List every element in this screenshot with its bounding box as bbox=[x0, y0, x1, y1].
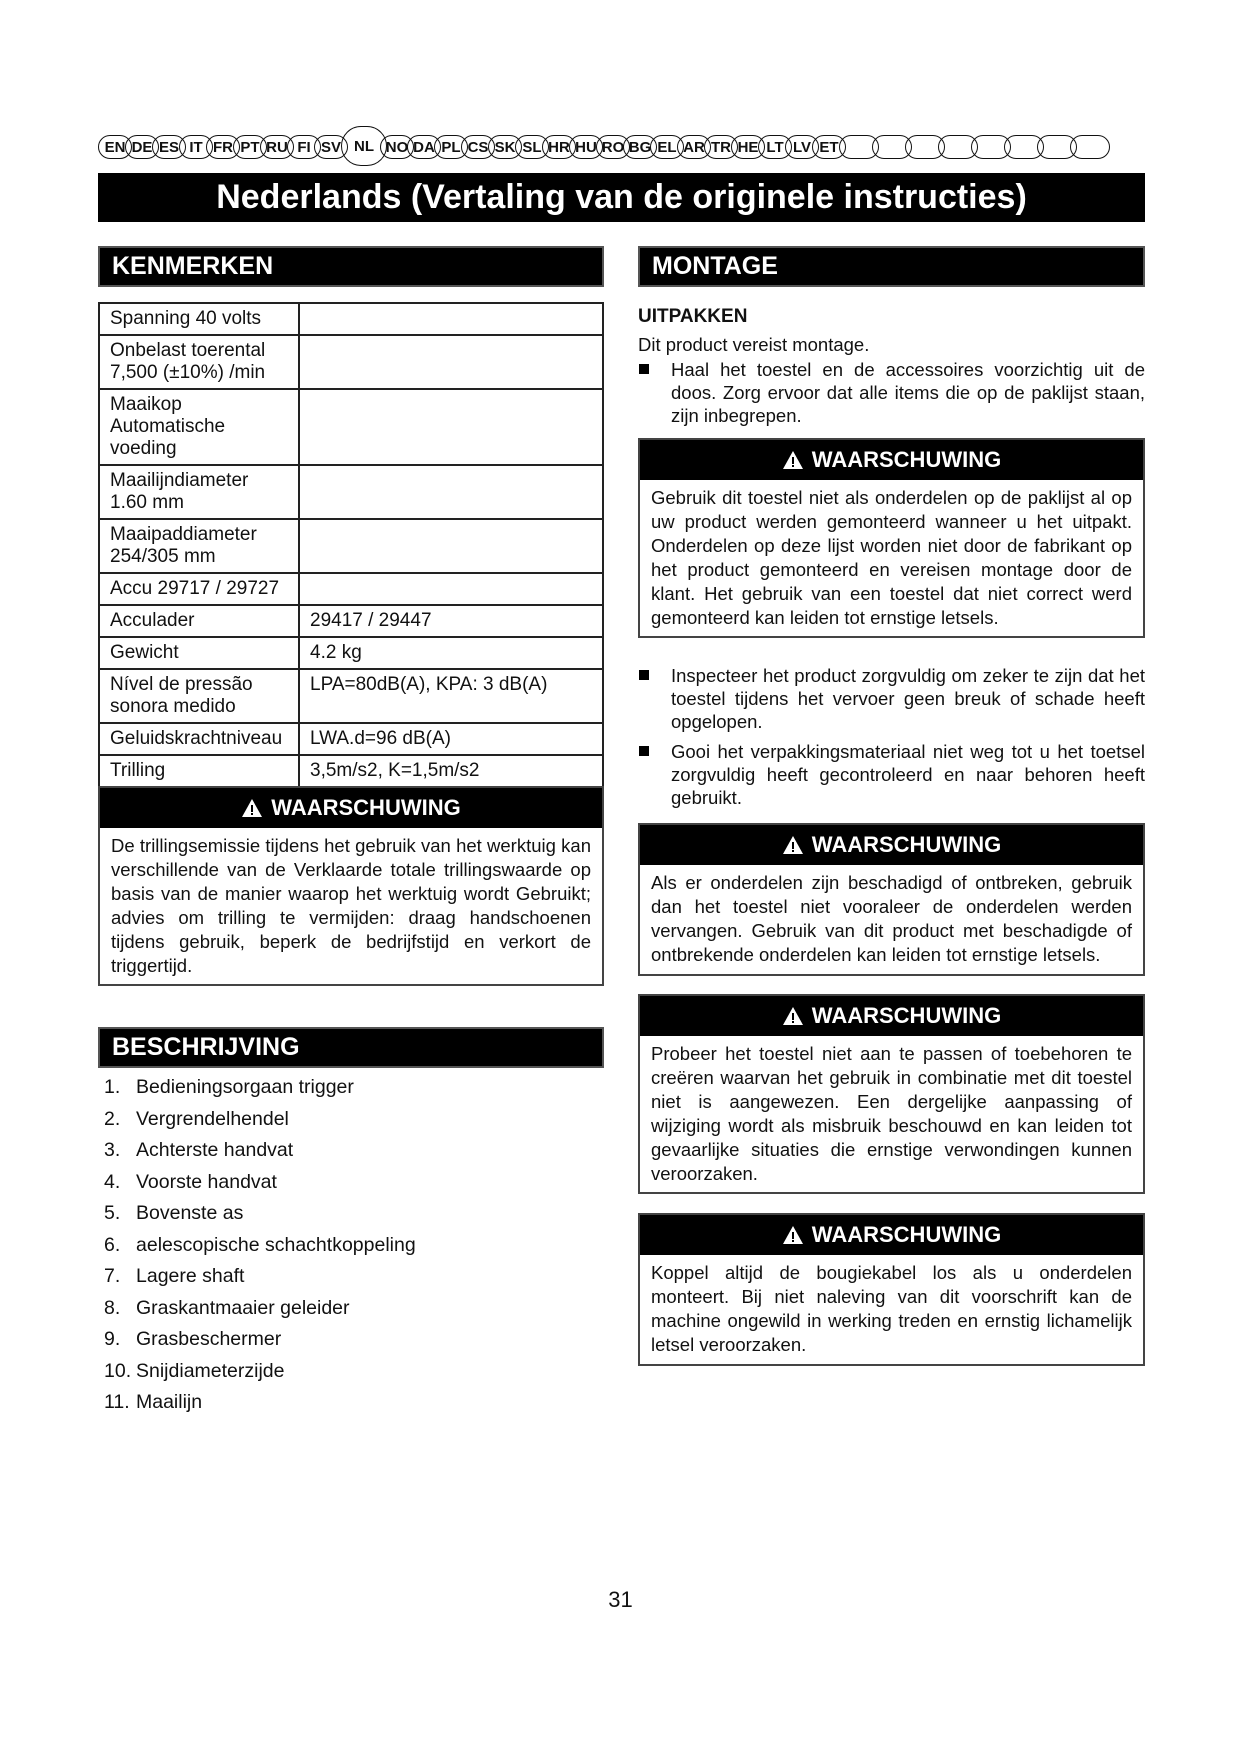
spec-row bbox=[99, 755, 603, 787]
language-tab-empty bbox=[1070, 135, 1110, 159]
language-tab-de: DE bbox=[125, 135, 159, 159]
spec-label: Spanning 40 volts bbox=[99, 303, 299, 335]
warning-triangle-icon bbox=[782, 835, 804, 855]
language-tab-es: ES bbox=[152, 135, 186, 159]
page-number: 31 bbox=[608, 1587, 633, 1612]
spec-value bbox=[299, 303, 603, 335]
list-item-label: Maailijn bbox=[136, 1391, 203, 1413]
list-item bbox=[104, 1135, 416, 1167]
language-tab-pl: PL bbox=[434, 135, 468, 159]
list-item bbox=[104, 1230, 416, 1262]
language-tab-sv: SV bbox=[314, 135, 348, 159]
language-tab-lt: LT bbox=[758, 135, 792, 159]
spec-label: Maailijndiameter 1.60 mm bbox=[99, 465, 299, 519]
spec-label: Trilling bbox=[99, 755, 299, 787]
spec-row bbox=[99, 303, 603, 335]
spec-label: Onbelast toerental 7,500 (±10%) /min bbox=[99, 335, 299, 389]
bullet-text: Inspecteer het product zorgvuldig om zeker te zijn dat het toestel tijdens het vervoer geen breuk of schade heeft opgelopen. bbox=[671, 665, 1145, 732]
bullet-text: Haal het toestel en de accessoires voorzichtig uit de doos. Zorg ervoor dat alle items die op de paklijst staan, zijn inbegrepen. bbox=[671, 359, 1145, 426]
list-item-label: Graskantmaaier geleider bbox=[136, 1296, 350, 1319]
warning-header bbox=[640, 440, 1143, 480]
list-item bbox=[104, 1293, 416, 1325]
list-item-label: Grasbeschermer bbox=[136, 1328, 282, 1350]
warning-label: WAARSCHUWING bbox=[271, 795, 461, 820]
warning-header bbox=[100, 788, 602, 828]
language-tab-bg: BG bbox=[623, 135, 657, 159]
language-tab-pt: PT bbox=[233, 135, 267, 159]
bullet-item bbox=[671, 358, 1145, 427]
spec-label: Maaipaddiameter 254/305 mm bbox=[99, 519, 299, 573]
spec-row bbox=[99, 723, 603, 755]
spec-row bbox=[99, 465, 603, 519]
warning-text: Als er onderdelen zijn beschadigd of ontbreken, gebruik dan het toestel niet vooraleer de onderdelen werden vervangen. Gebruik van dit product met beschadigde of ontbrekende onderdelen kan leiden tot ernstige letsels. bbox=[651, 872, 1132, 965]
warning-box-damaged-parts bbox=[638, 823, 1145, 976]
spec-row bbox=[99, 519, 603, 573]
bullet-text: Gooi het verpakkingsmateriaal niet weg tot u het toetsel zorgvuldig heeft gecontroleerd en naar behoren heeft gebruikt. bbox=[671, 741, 1145, 808]
list-item-number: 7. bbox=[104, 1265, 121, 1287]
warning-triangle-icon bbox=[241, 798, 263, 818]
list-item-label: Voorste handvat bbox=[136, 1170, 277, 1193]
warning-header bbox=[640, 1215, 1143, 1255]
list-item bbox=[104, 1072, 416, 1104]
list-item-number: 3. bbox=[104, 1139, 121, 1161]
warning-text: Probeer het toestel niet aan te passen of toebehoren te creëren waarvan het gebruik in combinatie met dit toestel niet is aangewezen. Een dergelijke aanpassing of wijziging wordt als misbruik beschouwd en kan leiden tot gevaarlijke situaties die ernstige verwondingen kunnen veroorzaken. bbox=[651, 1043, 1132, 1184]
spec-row bbox=[99, 637, 603, 669]
spec-label: Acculader bbox=[99, 605, 299, 637]
warning-header bbox=[640, 825, 1143, 865]
spec-value bbox=[299, 519, 603, 573]
warning-box-assembly bbox=[638, 438, 1145, 638]
list-item bbox=[104, 1261, 416, 1293]
spec-label: Maaikop Automatische voeding bbox=[99, 389, 299, 465]
list-item-label: Snijdiameterzijde bbox=[136, 1359, 285, 1382]
spec-value bbox=[299, 335, 603, 389]
warning-text: Gebruik dit toestel niet als onderdelen op de paklijst al op uw product werden gemonteerd wanneer u het uitpakt. Onderdelen op deze lijst worden niet door de fabrikant op het product gemonteerd en vereisen montage door de klant. Het gebruik van een toestel dat niet correct werd gemonteerd kan leiden tot ernstige letsels. bbox=[651, 487, 1132, 628]
list-item-label: Achterste handvat bbox=[136, 1139, 294, 1161]
spec-value bbox=[299, 389, 603, 465]
language-tab-sl: SL bbox=[515, 135, 549, 159]
language-tab-hu: HU bbox=[569, 135, 603, 159]
list-item-number: 1. bbox=[104, 1076, 121, 1098]
list-item-label: Lagere shaft bbox=[136, 1265, 245, 1287]
spec-value: 4.2 kg bbox=[299, 637, 603, 669]
list-item-label: aelescopische schachtkoppeling bbox=[136, 1233, 416, 1256]
spec-row bbox=[99, 389, 603, 465]
language-tab-nl: NL bbox=[341, 126, 387, 166]
list-item bbox=[104, 1387, 416, 1419]
warning-label: WAARSCHUWING bbox=[811, 832, 1002, 857]
parts-list bbox=[104, 1072, 416, 1419]
spec-value bbox=[299, 573, 603, 605]
spec-label: Geluidskrachtniveau bbox=[99, 723, 299, 755]
intro-text: Dit product vereist montage. bbox=[638, 334, 870, 355]
warning-label: WAARSCHUWING bbox=[811, 1222, 1002, 1247]
language-tab-no: NO bbox=[380, 135, 414, 159]
warning-text: De trillingsemissie tijdens het gebruik van het werktuig kan verschillende van de Verklaarde totale trillingswaarde op basis van de manier waarop het werktuig wordt Gebruikt; advies om trilling te vermijden: draag handschoenen tijdens gebruik, beperk de bedrijfstijd en verkort de triggertijd. bbox=[111, 835, 591, 976]
bullet-item bbox=[671, 664, 1145, 733]
language-tab-da: DA bbox=[407, 135, 441, 159]
list-item bbox=[104, 1198, 416, 1230]
spec-label: Gewicht bbox=[99, 637, 299, 669]
spec-row bbox=[99, 669, 603, 723]
section-heading-montage: MONTAGE bbox=[638, 246, 1145, 287]
spec-value: 29417 / 29447 bbox=[299, 605, 603, 637]
warning-box-spark-plug bbox=[638, 1213, 1145, 1366]
list-item-number: 6. bbox=[104, 1233, 121, 1256]
language-tab-hr: HR bbox=[542, 135, 576, 159]
language-tab-el: EL bbox=[650, 135, 684, 159]
language-tab-fi: FI bbox=[287, 135, 321, 159]
language-tab-ru: RU bbox=[260, 135, 294, 159]
list-item-label: Vergrendelhendel bbox=[136, 1107, 289, 1130]
section-heading-beschrijving: BESCHRIJVING bbox=[98, 1027, 604, 1068]
language-tab-en: EN bbox=[98, 135, 132, 159]
list-item-number: 11. bbox=[104, 1391, 130, 1413]
language-tab-et: ET bbox=[812, 135, 846, 159]
spec-label: Nível de pressão sonora medido bbox=[99, 669, 299, 723]
spec-row bbox=[99, 573, 603, 605]
warning-label: WAARSCHUWING bbox=[811, 1003, 1002, 1028]
language-tab-it: IT bbox=[179, 135, 213, 159]
page-title: Nederlands (Vertaling van de originele instructies) bbox=[98, 173, 1145, 222]
spec-row bbox=[99, 605, 603, 637]
spec-value bbox=[299, 465, 603, 519]
language-tab-lv: LV bbox=[785, 135, 819, 159]
list-item-number: 4. bbox=[104, 1170, 121, 1193]
language-tab-ro: RO bbox=[596, 135, 630, 159]
warning-header bbox=[640, 996, 1143, 1036]
list-item-number: 8. bbox=[104, 1296, 121, 1319]
warning-triangle-icon bbox=[782, 1225, 804, 1245]
warning-box-vibration bbox=[98, 786, 604, 986]
spec-value: LWA.d=96 dB(A) bbox=[299, 723, 603, 755]
bullet-item bbox=[671, 740, 1145, 809]
language-tab-cs: CS bbox=[461, 135, 495, 159]
spec-row bbox=[99, 335, 603, 389]
list-item bbox=[104, 1324, 416, 1356]
warning-box-modification bbox=[638, 994, 1145, 1194]
bullet-square-icon bbox=[639, 670, 649, 680]
list-item-label: Bedieningsorgaan trigger bbox=[136, 1076, 354, 1098]
spec-label: Accu 29717 / 29727 bbox=[99, 573, 299, 605]
warning-text: Koppel altijd de bougiekabel los als u onderdelen monteert. Bij niet naleving van dit voorschrift kan de machine ongewild in werking treden en ernstig lichamelijk letsel veroorzaken. bbox=[651, 1262, 1132, 1355]
warning-triangle-icon bbox=[782, 1006, 804, 1026]
list-item-number: 10. bbox=[104, 1359, 132, 1382]
language-tab-fr: FR bbox=[206, 135, 240, 159]
list-item-number: 9. bbox=[104, 1328, 121, 1350]
spec-value: LPA=80dB(A), KPA: 3 dB(A) bbox=[299, 669, 603, 723]
warning-triangle-icon bbox=[782, 450, 804, 470]
list-item bbox=[104, 1167, 416, 1199]
list-item bbox=[104, 1356, 416, 1388]
language-tab-tr: TR bbox=[704, 135, 738, 159]
list-item-number: 5. bbox=[104, 1202, 121, 1224]
section-heading-kenmerken: KENMERKEN bbox=[98, 246, 604, 287]
language-tab-sk: SK bbox=[488, 135, 522, 159]
bullet-square-icon bbox=[639, 364, 649, 374]
subheading-uitpakken: UITPAKKEN bbox=[638, 306, 748, 327]
language-tab-he: HE bbox=[731, 135, 765, 159]
language-selector bbox=[98, 133, 1103, 161]
warning-label: WAARSCHUWING bbox=[811, 447, 1002, 472]
list-item bbox=[104, 1104, 416, 1136]
list-item-number: 2. bbox=[104, 1107, 121, 1130]
spec-value: 3,5m/s2, K=1,5m/s2 bbox=[299, 755, 603, 787]
language-tab-ar: AR bbox=[677, 135, 711, 159]
list-item-label: Bovenste as bbox=[136, 1202, 244, 1224]
bullet-square-icon bbox=[639, 746, 649, 756]
specifications-table bbox=[98, 302, 604, 788]
